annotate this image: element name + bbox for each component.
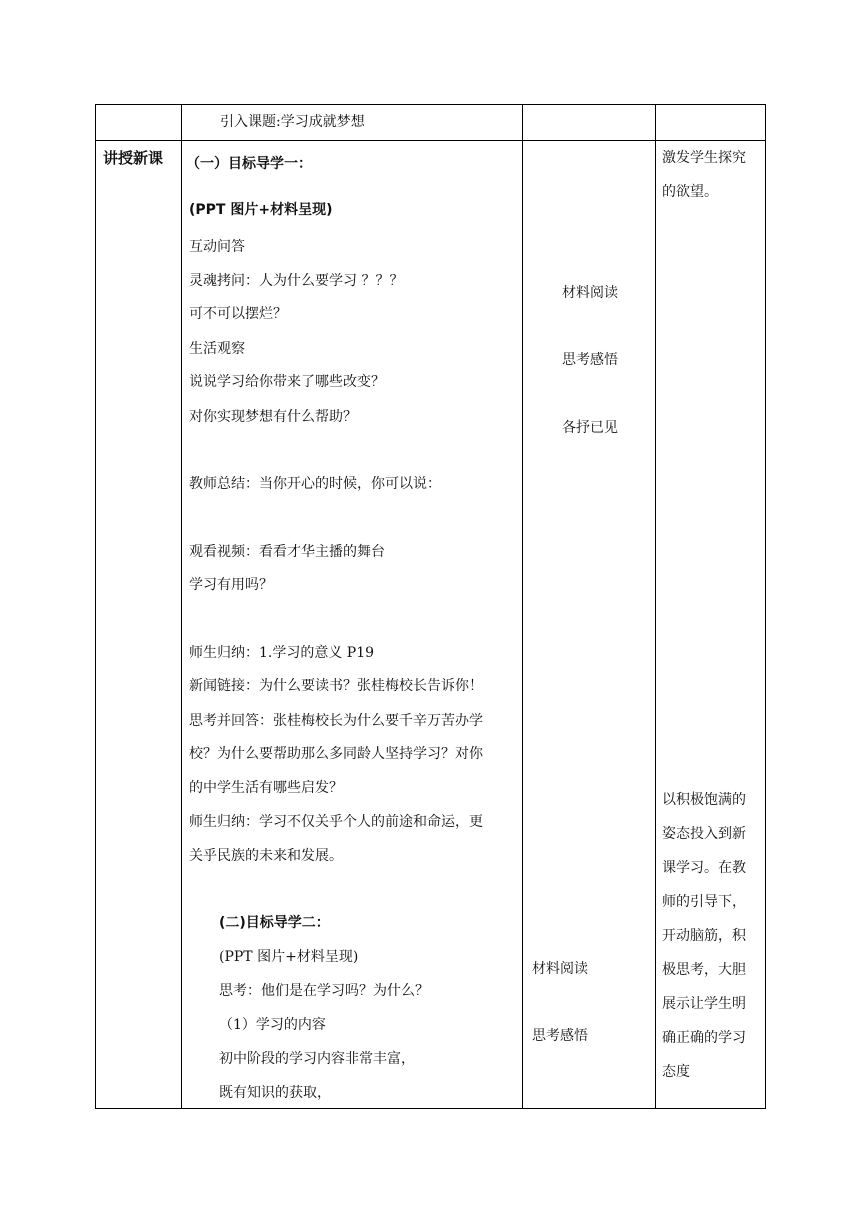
design-intent-line: 展示让学生明 xyxy=(662,996,746,1012)
section-label: 讲授新课 xyxy=(103,149,164,167)
design-intent-line: 确正确的学习 xyxy=(662,1030,746,1046)
part1-line: 生活观察 xyxy=(189,341,245,357)
part1-line: 新闻链接：为什么要读书？张桂梅校长告诉你！ xyxy=(189,678,483,694)
col-border-3 xyxy=(655,104,656,1109)
part1-line: 关乎民族的未来和发展。 xyxy=(189,848,343,864)
part1-ppt-note: (PPT 图片+材料呈现) xyxy=(189,202,333,218)
part1-line: 观看视频：看看才华主播的舞台 xyxy=(189,544,385,560)
design-intent-line: 激发学生探究 xyxy=(662,150,746,166)
part1-heading: （一）目标导学一： xyxy=(186,156,312,172)
design-intent-line: 课学习。在教 xyxy=(662,860,746,876)
table-top-border xyxy=(95,104,766,105)
design-intent-line: 开动脑筋，积 xyxy=(662,928,746,944)
part1-line: 师生归纳：学习不仅关乎个人的前途和命运，更 xyxy=(189,814,483,830)
design-intent-line: 的欲望。 xyxy=(662,184,718,200)
student-activity-item: 思考感悟 xyxy=(532,1028,588,1044)
part1-line: 灵魂拷问：人为什么要学习 ？？？ xyxy=(189,273,404,289)
design-intent-line: 以积极饱满的 xyxy=(662,792,746,808)
part1-line: 可不可以摆烂？ xyxy=(189,306,287,322)
design-intent-line: 极思考，大胆 xyxy=(662,962,746,978)
part2-line: 思考：他们是在学习吗？为什么？ xyxy=(219,983,429,999)
part2-line: 初中阶段的学习内容非常丰富， xyxy=(219,1051,415,1067)
student-activity-item: 各抒已见 xyxy=(562,420,618,436)
design-intent-line: 态度 xyxy=(662,1064,690,1080)
student-activity-item: 思考感悟 xyxy=(562,352,618,368)
part2-ppt-note: (PPT 图片+材料呈现) xyxy=(219,949,359,965)
part1-line: 师生归纳：1.学习的意义 P19 xyxy=(189,645,375,661)
col-border-2 xyxy=(522,104,523,1109)
part1-line: 说说学习给你带来了哪些改变？ xyxy=(189,374,385,390)
student-activity-item: 材料阅读 xyxy=(532,961,588,977)
part1-line: 互动问答 xyxy=(189,239,245,255)
part1-line: 思考并回答：张桂梅校长为什么要千辛万苦办学 xyxy=(189,713,483,729)
table-bottom-border xyxy=(95,1108,766,1109)
design-intent-line: 师的引导下， xyxy=(662,894,746,910)
design-intent-line: 姿态投入到新 xyxy=(662,826,746,842)
part1-line: 校？为什么要帮助那么多同龄人坚持学习？对你 xyxy=(189,746,483,762)
student-activity-item: 材料阅读 xyxy=(562,285,618,301)
row-divider xyxy=(95,140,766,141)
part2-line: 既有知识的获取， xyxy=(219,1085,331,1101)
col-border-right xyxy=(765,104,766,1109)
part2-heading: (二)目标导学二： xyxy=(219,915,330,931)
part1-line: 的中学生活有哪些启发？ xyxy=(189,780,343,796)
part1-line: 对你实现梦想有什么帮助？ xyxy=(189,409,357,425)
part1-line: 学习有用吗？ xyxy=(189,577,273,593)
col-border-1 xyxy=(181,104,182,1109)
part2-line: （1）学习的内容 xyxy=(219,1017,326,1033)
intro-topic: 引入课题:学习成就梦想 xyxy=(220,114,365,130)
col-border-left xyxy=(95,104,96,1109)
part1-line: 教师总结：当你开心的时候，你可以说： xyxy=(189,476,441,492)
